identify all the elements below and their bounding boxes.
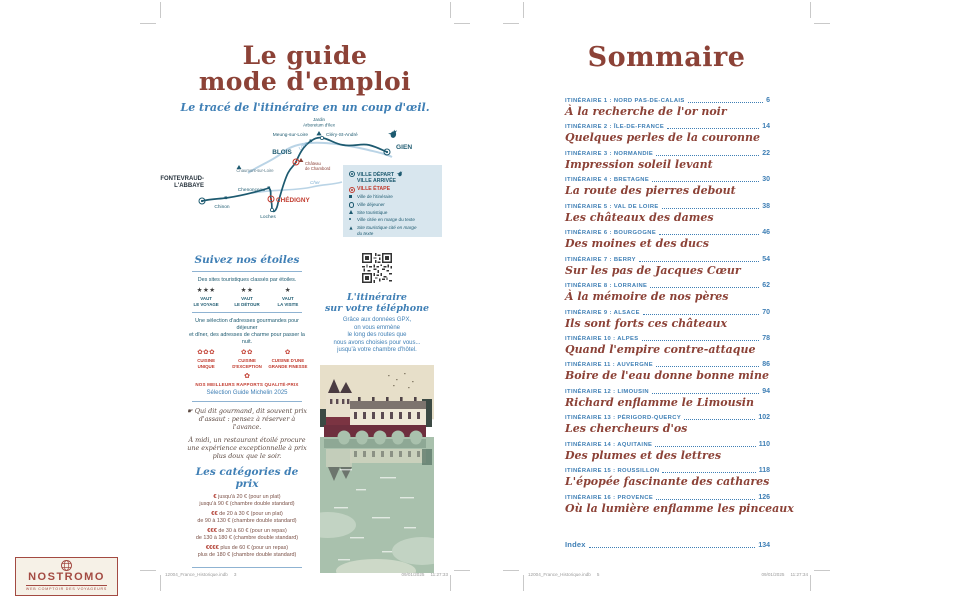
- toc-dot-leader: [662, 204, 760, 209]
- stars-scale: [184, 287, 310, 307]
- crop-mark: [503, 23, 519, 24]
- page-title: [160, 43, 450, 95]
- ville-itineraire-icon: [349, 194, 357, 198]
- toc-entry-subtitle: Où la lumière enflamme les pinceaux: [565, 501, 794, 515]
- toc-page-number: 6: [766, 97, 770, 104]
- euro-symbol: €: [213, 493, 217, 500]
- toc-page-number: 102: [758, 414, 770, 422]
- toc-entry-label: ITINÉRAIRE 7 : BERRY: [565, 256, 636, 263]
- lunch-note: À midi, un restaurant étoilé procure une expérience exceptionnelle à prix plus doux que le soir.: [187, 436, 307, 461]
- cuisine-scale: [184, 349, 310, 369]
- toc-entry[interactable]: [565, 282, 770, 308]
- toc-entry-label: ITINÉRAIRE 14 : AQUITAINE: [565, 441, 653, 448]
- toc-entry-label: ITINÉRAIRE 8 : LORRAINE: [565, 283, 648, 290]
- toc-entry-label: ITINÉRAIRE 2 : ÎLE-DE-FRANCE: [565, 124, 665, 131]
- svg-text:Loire: Loire: [297, 140, 309, 151]
- price-category: [184, 494, 310, 508]
- rooster-icon: [388, 130, 397, 138]
- best-value-label: NOS MEILLEURS RAPPORTS QUALITÉ-PRIX: [195, 382, 299, 388]
- toc-entry-label: ITINÉRAIRE 10 : ALPES: [565, 335, 639, 342]
- crop-mark: [814, 570, 830, 571]
- booking-note-text: Qui dit gourmand, dit souvent prix d'assaut : pensez à réserver à l'avance.: [194, 407, 308, 432]
- toc-page-number: 110: [758, 440, 770, 448]
- price-line1: de 30 à 60 € (pour un repas): [218, 527, 287, 534]
- gpx-line: nous avons choisies pour vous...: [333, 339, 421, 346]
- toc-dot-leader: [642, 336, 760, 341]
- crop-mark: [160, 2, 161, 18]
- divider: [192, 567, 302, 568]
- svg-text:CHÉDIGNY: CHÉDIGNY: [276, 197, 310, 204]
- crop-mark: [814, 23, 830, 24]
- toc-dot-leader: [589, 543, 756, 548]
- toc-entry-label: ITINÉRAIRE 16 : PROVENCE: [565, 494, 654, 501]
- toc-dot-leader: [688, 98, 763, 103]
- toc-index-entry[interactable]: [565, 540, 770, 566]
- ville-citee-icon: [349, 217, 357, 220]
- slug-page-number: 5: [596, 572, 600, 577]
- crop-mark: [503, 570, 519, 571]
- toc-entry-subtitle: Richard enflamme le Limousin: [565, 395, 754, 409]
- crop-mark: [523, 2, 524, 18]
- pointing-hand-icon: ☛: [186, 407, 193, 416]
- toc-page-number: 86: [762, 361, 770, 369]
- stars-icon: ★: [284, 287, 292, 294]
- toc-dot-leader: [667, 124, 759, 129]
- toc-entry[interactable]: [565, 229, 770, 255]
- toc-dot-leader: [652, 389, 759, 394]
- toc-dot-leader: [655, 442, 755, 447]
- price-line2: jusqu'à 90 € (chambre double standard): [199, 500, 295, 507]
- toc-entry-subtitle: Sur les pas de Jacques Cœur: [565, 263, 741, 277]
- cuisine-rating-item: [186, 349, 226, 369]
- slug-filename: 12004_France_Historique.indb: [165, 572, 228, 577]
- svg-text:FONTEVRAUD-: FONTEVRAUD-: [160, 176, 204, 182]
- cuisine-label: CUISINE: [197, 358, 216, 364]
- slug-line-right: [528, 572, 808, 577]
- toc-entry[interactable]: [565, 203, 770, 229]
- toc-entry[interactable]: [565, 388, 770, 414]
- cuisine-intro-1: Une sélection d'adresses gourmandes pour déjeuner: [195, 318, 299, 332]
- slug-line-left: [165, 572, 448, 577]
- ville-depart-icon: [349, 170, 357, 177]
- ratings-column: [184, 254, 310, 573]
- toc-entry[interactable]: [565, 467, 770, 493]
- qr-code: [362, 253, 392, 283]
- stars-icon: ★★★: [196, 287, 216, 294]
- rosette-icons: ✿: [284, 349, 291, 357]
- price-categories: [184, 494, 310, 560]
- toc-dot-leader: [650, 283, 759, 288]
- toc-entry-subtitle: À la mémoire de nos pères: [565, 290, 729, 304]
- toc-page-number: 54: [762, 255, 770, 263]
- toc-entry-subtitle: La route des pierres debout: [565, 184, 736, 198]
- toc-dot-leader: [656, 151, 759, 156]
- page-title-line2: mode d'emploi: [198, 67, 412, 96]
- toc-entry-subtitle: Quelques perles de la couronne: [565, 131, 760, 145]
- star-rating-item: [186, 287, 226, 307]
- toc-entry-label: ITINÉRAIRE 1 : NORD PAS-DE-CALAIS: [565, 98, 685, 104]
- cuisine-intro: [184, 318, 310, 346]
- river-cher: [252, 182, 342, 193]
- toc-entry-label: ITINÉRAIRE 4 : BRETAGNE: [565, 177, 650, 184]
- cuisine-label2: UNIQUE: [197, 363, 215, 369]
- crop-mark: [523, 575, 524, 591]
- rooster-icon: [396, 170, 403, 177]
- toc-entry-label: ITINÉRAIRE 5 : VAL DE LOIRE: [565, 203, 659, 210]
- toc-entry[interactable]: [565, 256, 770, 282]
- svg-text:BLOIS: BLOIS: [272, 149, 292, 156]
- slug-page-number: 3: [233, 572, 237, 577]
- gpx-line: jusqu'à votre chambre d'hôtel.: [337, 347, 417, 354]
- legend-site-touristique: Site touristique: [357, 209, 388, 215]
- toc-entry-label: ITINÉRAIRE 11 : AUVERGNE: [565, 362, 653, 369]
- table-of-contents: [565, 97, 794, 566]
- toc-entry-label: ITINÉRAIRE 12 : LIMOUSIN: [565, 388, 649, 395]
- index-page-number: 134: [758, 542, 770, 549]
- divider: [192, 271, 302, 272]
- rosette-icons: ✿✿: [241, 349, 253, 357]
- toc-dot-leader: [684, 415, 755, 420]
- svg-text:GIEN: GIEN: [396, 144, 413, 151]
- rosette-icons: ✿✿✿: [197, 349, 216, 357]
- toc-dot-leader: [652, 177, 759, 182]
- toc-entry-label: ITINÉRAIRE 9 : ALSACE: [565, 309, 640, 316]
- legend-ville-itineraire: Ville de l'itinéraire: [357, 194, 393, 200]
- cuisine-label: CUISINE: [238, 358, 256, 364]
- crop-mark: [454, 23, 470, 24]
- price-line2: de 130 à 180 € (chambre double standard): [195, 534, 299, 541]
- toc-entry[interactable]: [565, 361, 770, 387]
- stars-intro: Des sites touristiques classés par étoiles.: [197, 277, 297, 283]
- cuisine-label2: D'EXCEPTION: [232, 363, 262, 369]
- svg-text:Jardin: Jardin: [313, 117, 325, 122]
- slug-filename: 12004_France_Historique.indb: [528, 572, 591, 577]
- legend-ville-dejeuner: Ville déjeuner: [357, 201, 385, 207]
- svg-text:L'ABBAYE: L'ABBAYE: [174, 183, 204, 189]
- price-line2: plus de 180 € (chambre double standard): [197, 552, 297, 559]
- toc-entry-label: ITINÉRAIRE 6 : BOURGOGNE: [565, 230, 657, 237]
- cuisine-label: CUISINE D'UNE: [271, 358, 305, 364]
- toc-entry[interactable]: [565, 309, 770, 335]
- toc-entry[interactable]: [565, 97, 770, 123]
- toc-entry-subtitle: Boire de l'eau donne bonne mine: [565, 369, 769, 383]
- crop-mark: [450, 575, 451, 591]
- svg-text:Arboretum d'Ilex: Arboretum d'Ilex: [303, 122, 335, 128]
- slug-date: 09/01/2025: [761, 572, 785, 577]
- toc-page-number: 38: [762, 202, 770, 210]
- price-line1: jusqu'à 20 € (pour un plat): [218, 493, 281, 500]
- index-label: Index: [565, 540, 586, 549]
- stars-icon: ★★: [240, 287, 254, 294]
- divider: [192, 401, 302, 402]
- toc-entry-label: ITINÉRAIRE 13 : PÉRIGORD-QUERCY: [565, 415, 682, 422]
- star-label2: LE VOYAGE: [193, 301, 219, 307]
- star-rating-item: [268, 287, 308, 307]
- michelin-selection: Sélection Guide Michelin 2025: [206, 390, 288, 397]
- price-line2: de 90 à 130 € (chambre double standard): [197, 517, 297, 524]
- crop-mark: [450, 2, 451, 18]
- cuisine-label2: GRANDE FINESSE: [268, 363, 308, 369]
- slug-time: 11:27:33: [430, 572, 448, 577]
- toc-entry[interactable]: [565, 414, 770, 440]
- svg-text:Cléry-St-André: Cléry-St-André: [326, 133, 358, 138]
- legend-ville-arrivee: VILLE ARRIVÉE: [357, 178, 397, 185]
- toc-entry-label: ITINÉRAIRE 3 : NORMANDIE: [565, 150, 654, 157]
- toc-dot-leader: [639, 257, 759, 262]
- star-label: VAUT: [200, 296, 212, 301]
- svg-text:Chenonceau: Chenonceau: [237, 188, 265, 193]
- ville-etape-icon: [349, 186, 357, 193]
- gpx-line: Grâce aux données GPX,: [342, 317, 412, 323]
- toc-dot-leader: [659, 230, 759, 235]
- phone-heading-2: sur votre téléphone: [324, 303, 430, 314]
- legend-site-cite: Site touristique cité en marge: [357, 225, 417, 231]
- legend-ville-etape: VILLE ÉTAPE: [357, 186, 391, 192]
- phone-heading-1: L'itinéraire: [347, 292, 407, 303]
- toc-page-number: 22: [762, 149, 770, 157]
- toc-page-number: 30: [762, 176, 770, 184]
- gpx-paragraph: [320, 317, 434, 355]
- toc-entry-subtitle: Les chercheurs d'os: [565, 422, 688, 436]
- toc-entry-subtitle: Quand l'empire contre-attaque: [565, 342, 756, 356]
- toc-page-number: 78: [762, 334, 770, 342]
- slug-time: 11:27:34: [790, 572, 808, 577]
- nostromo-logo: [15, 557, 118, 596]
- toc-entry-subtitle: À la recherche de l'or noir: [565, 105, 727, 118]
- svg-text:de Chambord: de Chambord: [305, 166, 331, 171]
- star-label: VAUT: [282, 296, 294, 301]
- page-title-line1: Le guide: [242, 41, 368, 70]
- toc-page-number: 46: [762, 229, 770, 237]
- crop-mark: [140, 570, 156, 571]
- logo-name: NOSTROMO: [28, 571, 105, 583]
- toc-entry[interactable]: [565, 123, 770, 149]
- chateau-illustration: [320, 365, 434, 573]
- divider: [192, 312, 302, 313]
- svg-text:Cher: Cher: [310, 180, 320, 185]
- booking-note: [184, 407, 310, 431]
- cuisine-rating-item: [268, 349, 308, 369]
- toc-entry-subtitle: Des plumes et des lettres: [565, 448, 722, 462]
- price-category: [184, 545, 310, 559]
- cuisine-intro-2: et dîner, des adresses de charme pour passer la nuit.: [189, 332, 305, 346]
- toc-dot-leader: [643, 310, 759, 315]
- svg-text:Loches: Loches: [260, 215, 276, 220]
- phone-column: [320, 251, 434, 573]
- map-legend: [343, 165, 442, 237]
- toc-entry-subtitle: Impression soleil levant: [565, 157, 713, 171]
- price-category: [184, 528, 310, 542]
- svg-text:Chaumont-sur-Loire: Chaumont-sur-Loire: [236, 168, 274, 173]
- star-label2: LA VISITE: [277, 301, 299, 307]
- toc-dot-leader: [662, 468, 755, 473]
- svg-text:Chinon: Chinon: [214, 205, 230, 210]
- toc-dot-leader: [656, 362, 759, 367]
- legend-ville-citee: Ville citée en marge du texte: [357, 217, 415, 223]
- site-cite-icon: [349, 225, 357, 230]
- crop-mark: [160, 575, 161, 591]
- price-line1: de 20 à 30 € (pour un plat): [219, 510, 283, 517]
- euro-symbol: €€€: [207, 527, 217, 534]
- svg-text:Meung-sur-Loire: Meung-sur-Loire: [272, 133, 308, 138]
- stars-heading: Suivez nos étoiles: [194, 254, 300, 266]
- euro-symbol: €€€€: [205, 545, 219, 552]
- page-guide-mode-emploi: [160, 23, 450, 570]
- toc-dot-leader: [656, 495, 755, 500]
- toc-list: [565, 97, 794, 520]
- toc-entry-subtitle: Ils sont forts ces châteaux: [565, 316, 728, 330]
- phone-heading: [320, 292, 434, 314]
- toc-entry[interactable]: [565, 176, 770, 202]
- crop-mark: [454, 570, 470, 571]
- legend-ville-depart: VILLE DÉPART: [357, 172, 395, 178]
- gpx-line: le long des routes que: [347, 332, 407, 339]
- crop-mark: [140, 23, 156, 24]
- crop-mark: [810, 2, 811, 18]
- toc-page-number: 62: [762, 282, 770, 290]
- page-subtitle: Le tracé de l'itinéraire en un coup d'œil.: [180, 101, 430, 114]
- euro-symbol: €€: [211, 510, 218, 517]
- star-label2: LE DÉTOUR: [234, 301, 260, 307]
- price-line1: plus de 60 € (pour un repas): [220, 545, 289, 552]
- toc-page-number: 70: [762, 308, 770, 316]
- site-touristique-icon: [349, 210, 357, 215]
- toc-page-number: 126: [758, 493, 770, 501]
- michelin-badge-icon: ✿: [244, 373, 250, 381]
- ville-dejeuner-icon: [349, 202, 357, 208]
- toc-entry[interactable]: [565, 335, 770, 361]
- sommaire-title: Sommaire: [587, 42, 746, 73]
- toc-entry-subtitle: Les châteaux des dames: [565, 210, 714, 224]
- toc-entry-subtitle: L'épopée fascinante des cathares: [565, 475, 770, 489]
- crop-mark: [810, 575, 811, 591]
- toc-page-number: 94: [762, 387, 770, 395]
- svg-text:Château: Château: [305, 161, 321, 166]
- cuisine-rating-item: [227, 349, 267, 369]
- toc-entry[interactable]: [565, 150, 770, 176]
- gpx-line: on vous emmène: [353, 324, 401, 331]
- star-rating-item: [227, 287, 267, 307]
- toc-entry-label: ITINÉRAIRE 15 : ROUSSILLON: [565, 468, 660, 475]
- toc-entry-subtitle: Des moines et des ducs: [565, 237, 709, 251]
- logo-tagline: WEB COMPTOIR DES VOYAGEURS: [25, 586, 108, 591]
- toc-entry[interactable]: [565, 441, 770, 467]
- page-sommaire: [523, 23, 810, 570]
- star-label: VAUT: [241, 296, 253, 301]
- legend-site-cite-2: du texte: [357, 231, 374, 237]
- toc-entry[interactable]: [565, 493, 794, 520]
- price-category: [184, 511, 310, 525]
- prices-heading: Les catégories de prix: [195, 466, 299, 491]
- slug-date: 09/01/2025: [401, 572, 425, 577]
- toc-page-number: 118: [758, 467, 770, 475]
- toc-page-number: 14: [762, 123, 770, 131]
